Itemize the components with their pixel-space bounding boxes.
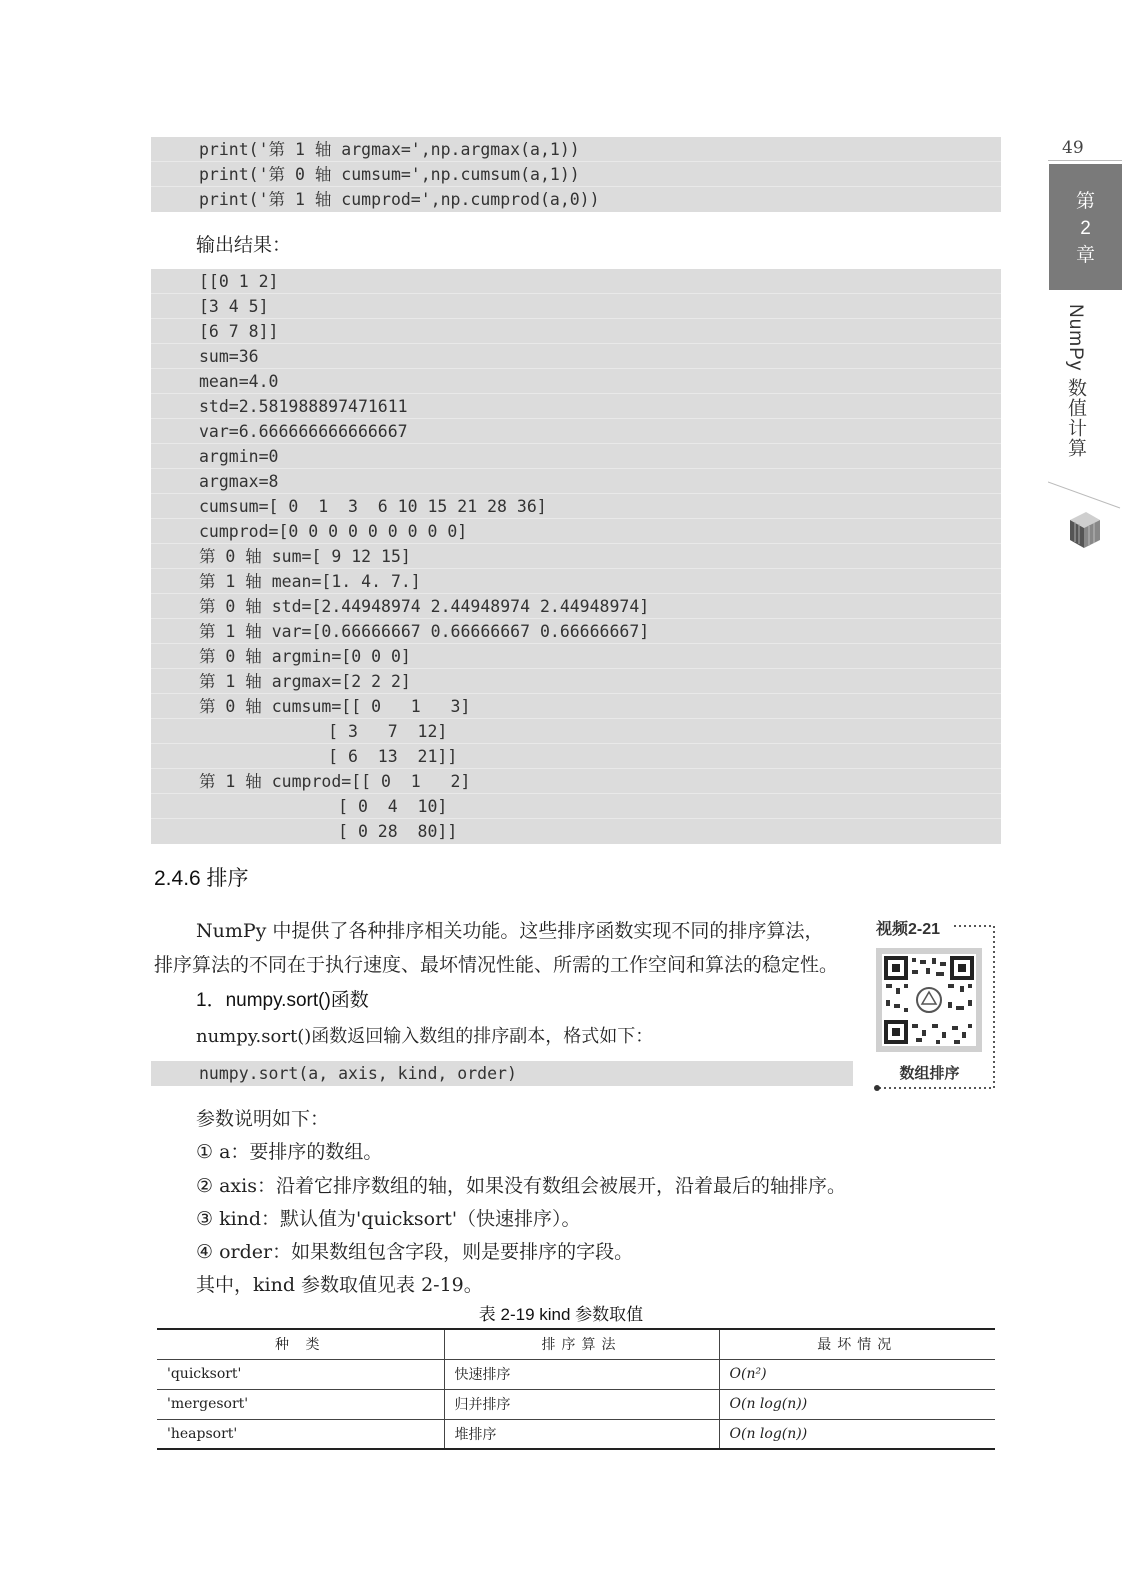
code-line: numpy.sort(a, axis, kind, order) bbox=[199, 1064, 517, 1083]
output-line: var=6.666666666666667 bbox=[151, 419, 1001, 444]
table-cell: 快速排序 bbox=[444, 1359, 719, 1389]
output-line: [3 4 5] bbox=[151, 294, 1001, 319]
output-line: 第 0 轴 sum=[ 9 12 15] bbox=[151, 544, 1001, 569]
table-caption: 表 2-19 kind 参数取值 bbox=[478, 1305, 644, 1324]
table-cell: 归并排序 bbox=[444, 1389, 719, 1419]
video-qr-box[interactable] bbox=[872, 912, 998, 1094]
output-line: [ 6 13 21]] bbox=[151, 744, 1001, 769]
table-cell: O(n²) bbox=[719, 1359, 995, 1389]
code-line: print('第 1 轴 cumprod=',np.cumprod(a,0)) bbox=[199, 190, 600, 209]
table-header-row bbox=[157, 1329, 995, 1359]
code-line: print('第 0 轴 cumsum=',np.cumsum(a,1)) bbox=[151, 162, 1001, 187]
code-line: print('第 1 轴 argmax=',np.argmax(a,1)) bbox=[151, 137, 1001, 162]
cube-logo-icon bbox=[1048, 478, 1122, 558]
output-line: [6 7 8]] bbox=[151, 319, 1001, 344]
params-title: 参数说明如下： bbox=[196, 1108, 330, 1130]
code-block-top bbox=[151, 137, 1001, 212]
table-cell: 'heapsort' bbox=[157, 1419, 444, 1449]
output-line: cumprod=[0 0 0 0 0 0 0 0 0] bbox=[151, 519, 1001, 544]
video-caption: 数组排序 bbox=[899, 1064, 960, 1082]
side-chapter-title: NumPy 数值计算 bbox=[1065, 304, 1086, 458]
output-line: 第 1 轴 var=[0.66666667 0.66666667 0.66666667] bbox=[151, 619, 1001, 644]
subheading: 1．numpy.sort()函数 bbox=[196, 990, 369, 1011]
output-line: 第 0 轴 cumsum=[[ 0 1 3] bbox=[151, 694, 1001, 719]
table-cell: O(n log(n)) bbox=[719, 1389, 995, 1419]
output-line: 第 1 轴 argmax=[2 2 2] bbox=[151, 669, 1001, 694]
intro-paragraph-line: NumPy 中提供了各种排序相关功能。这些排序函数实现不同的排序算法， bbox=[196, 920, 824, 942]
output-line: [ 0 4 10] bbox=[151, 794, 1001, 819]
param-item: ③ kind：默认值为'quicksort'（快速排序）。 bbox=[196, 1208, 581, 1230]
table-cell: 'mergesort' bbox=[157, 1389, 444, 1419]
table-row bbox=[157, 1389, 995, 1419]
output-line: argmax=8 bbox=[151, 469, 1001, 494]
output-line: 第 0 轴 std=[2.44948974 2.44948974 2.44948974] bbox=[151, 594, 1001, 619]
chapter-tab-char: 第 bbox=[1075, 191, 1095, 212]
table-row bbox=[157, 1419, 995, 1449]
output-line: 第 1 轴 cumprod=[[ 0 1 2] bbox=[151, 769, 1001, 794]
output-line: [ 3 7 12] bbox=[151, 719, 1001, 744]
video-label: 视频2-21 bbox=[876, 921, 941, 938]
output-line: mean=4.0 bbox=[151, 369, 1001, 394]
param-item: ② axis：沿着它排序数组的轴，如果没有数组会被展开，沿着最后的轴排序。 bbox=[196, 1175, 846, 1197]
table-row bbox=[157, 1359, 995, 1389]
param-item: ④ order：如果数组包含字段，则是要排序的字段。 bbox=[196, 1241, 634, 1263]
table-header-cell: 种 类 bbox=[157, 1329, 444, 1359]
table-cell: O(n log(n)) bbox=[719, 1419, 995, 1449]
table-header-cell: 最坏情况 bbox=[719, 1329, 995, 1359]
output-line: [[0 1 2] bbox=[151, 269, 1001, 294]
output-line: argmin=0 bbox=[151, 444, 1001, 469]
table-cell: 'quicksort' bbox=[157, 1359, 444, 1389]
output-line: 第 1 轴 mean=[1. 4. 7.] bbox=[151, 569, 1001, 594]
table-cell: 堆排序 bbox=[444, 1419, 719, 1449]
tab-divider bbox=[1048, 160, 1122, 161]
chapter-tab-char: 章 bbox=[1075, 245, 1095, 266]
output-line: cumsum=[ 0 1 3 6 10 15 21 28 36] bbox=[151, 494, 1001, 519]
output-line: sum=36 bbox=[151, 344, 1001, 369]
intro-paragraph-line: 排序算法的不同在于执行速度、最坏情况性能、所需的工作空间和算法的稳定性。 bbox=[154, 954, 839, 976]
output-line: [ 0 28 80]] bbox=[199, 822, 458, 841]
page-number: 49 bbox=[1062, 138, 1084, 158]
sort-description: numpy.sort()函数返回输入数组的排序副本，格式如下： bbox=[196, 1026, 654, 1047]
chapter-tab bbox=[1049, 164, 1122, 290]
output-block bbox=[151, 269, 1001, 844]
output-line: 第 0 轴 argmin=[0 0 0] bbox=[151, 644, 1001, 669]
sort-signature-block bbox=[151, 1061, 853, 1086]
chapter-tab-number: 2 bbox=[1080, 218, 1091, 239]
section-heading: 2.4.6 排序 bbox=[154, 867, 249, 890]
qr-code-icon[interactable] bbox=[876, 948, 982, 1052]
output-line: std=2.581988897471611 bbox=[151, 394, 1001, 419]
kind-table bbox=[157, 1328, 995, 1450]
table-header-cell: 排序算法 bbox=[444, 1329, 719, 1359]
table-reference: 其中，kind 参数取值见表 2-19。 bbox=[196, 1274, 483, 1296]
param-item: ① a：要排序的数组。 bbox=[196, 1141, 383, 1163]
output-label: 输出结果： bbox=[196, 234, 292, 256]
